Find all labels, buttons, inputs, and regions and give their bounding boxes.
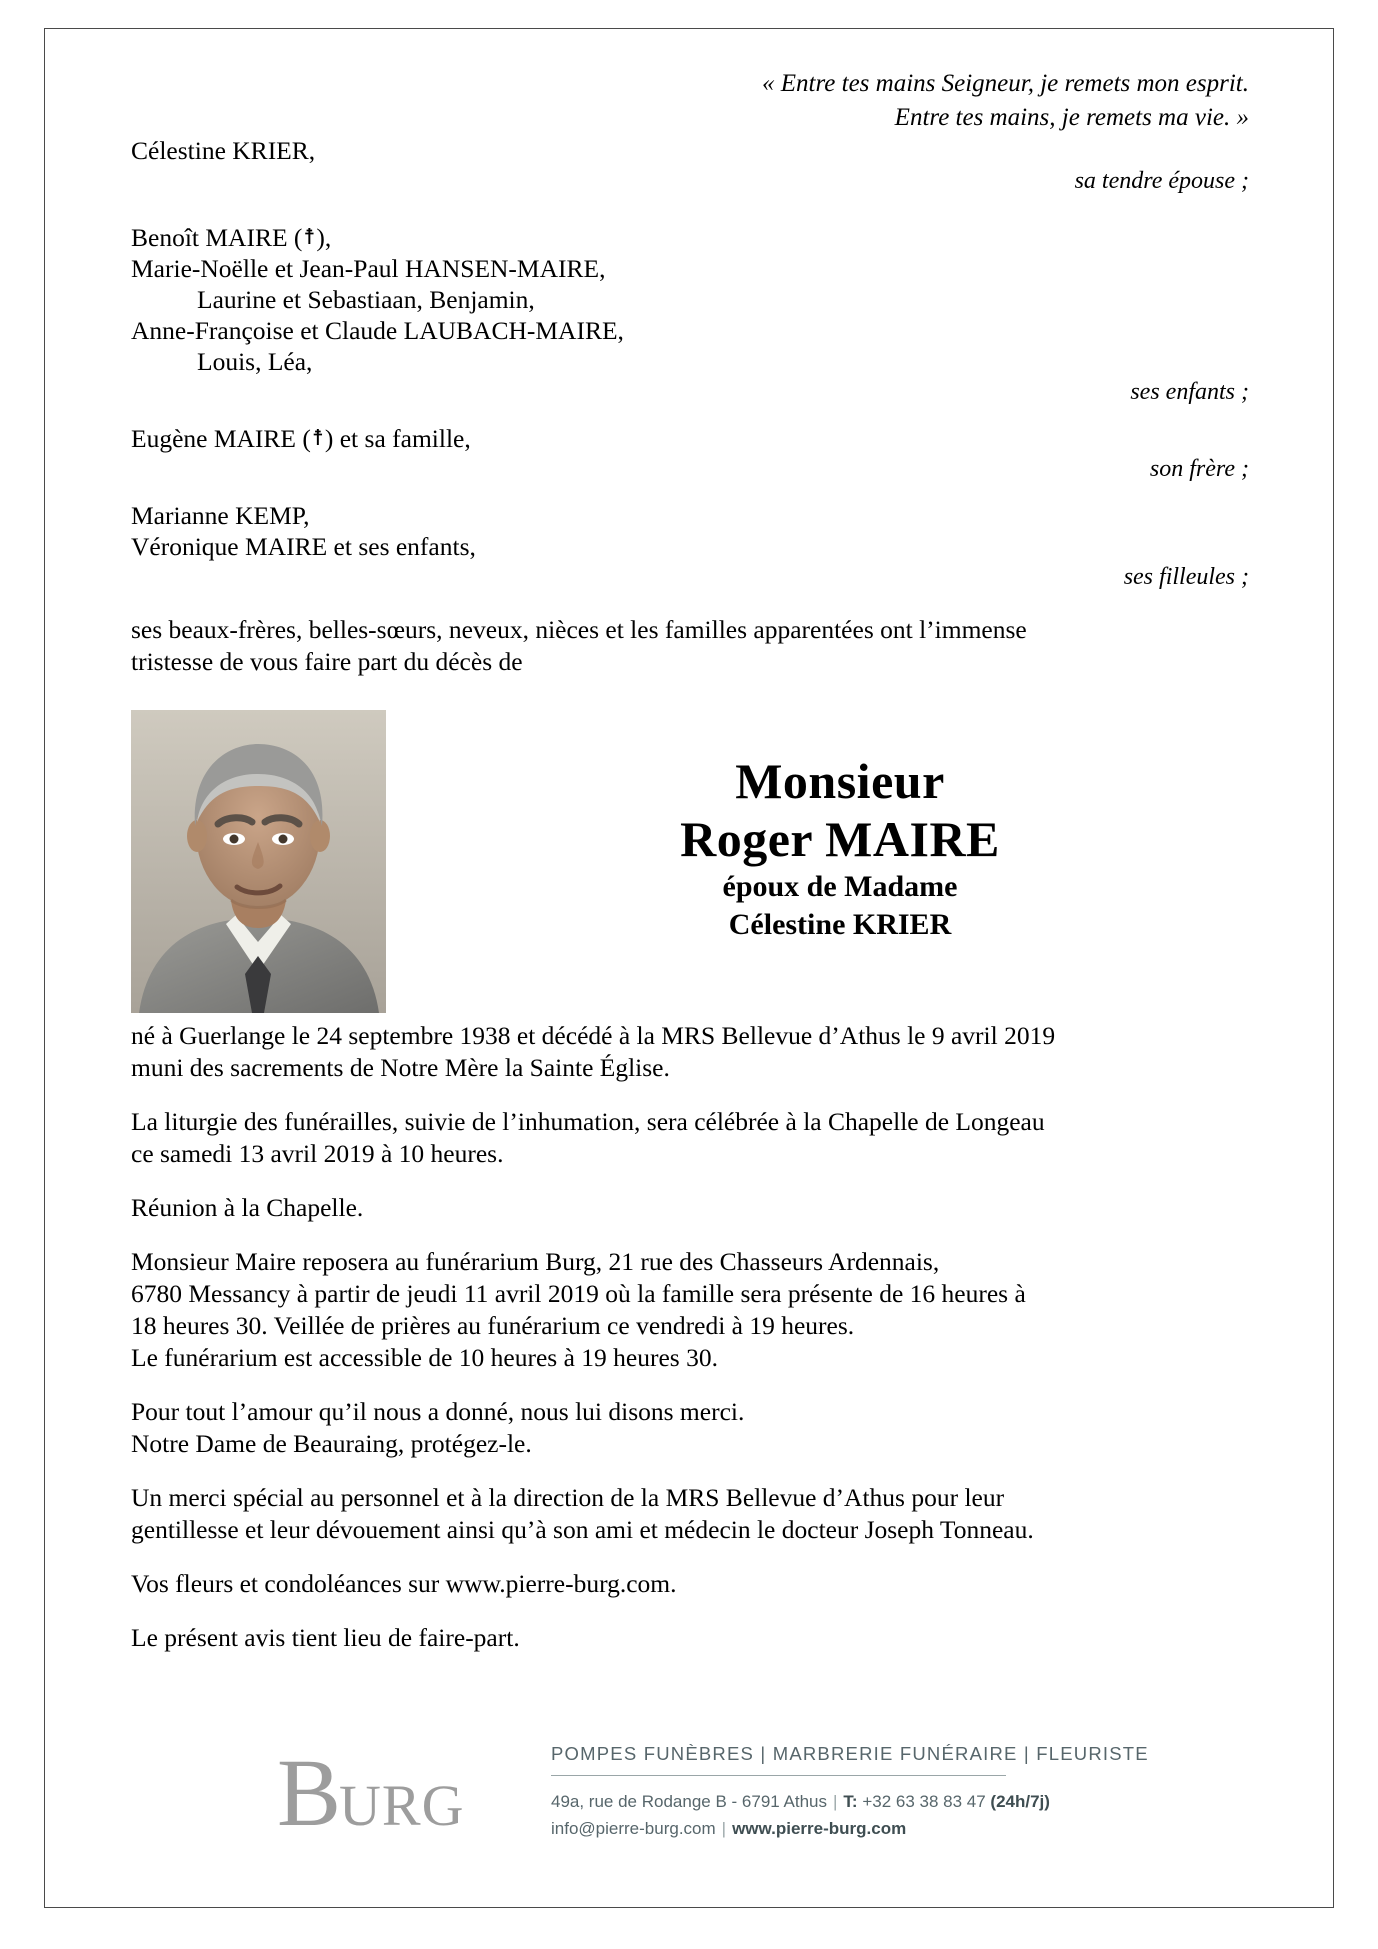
notice-disclaimer: Le présent avis tient lieu de faire-part.: [131, 1623, 520, 1652]
brother-name: [131, 423, 1249, 454]
child-name-1: [131, 222, 1249, 253]
footer-contact-line-2: [551, 1815, 1191, 1842]
footer-phone-hours: (24h/7j): [990, 1792, 1050, 1811]
burg-logo: [277, 1739, 507, 1855]
child-name-1-text: Benoît MAIRE (: [131, 223, 303, 252]
scripture-quote: [131, 67, 1249, 135]
brother-role: son frère ;: [1149, 456, 1249, 482]
spouse-role: sa tendre épouse ;: [1074, 168, 1249, 194]
cross-icon: ☨: [303, 224, 316, 249]
thanks-paragraph: [131, 1396, 1249, 1460]
footer-email[interactable]: info@pierre-burg.com: [551, 1819, 716, 1838]
portrait-photo: [131, 710, 386, 1013]
special-thanks-paragraph: [131, 1482, 1249, 1546]
birth-death-line-1: né à Guerlange le 24 septembre 1938 et décédé à la MRS Bellevue d’Athus le 9 avril 2019: [131, 1021, 1056, 1050]
funeral-line-2: ce samedi 13 avril 2019 à 10 heures.: [131, 1139, 504, 1168]
footer-phone-label: T:: [843, 1792, 858, 1811]
burg-logo-initial: B: [277, 1739, 340, 1846]
special-thanks-line-1: Un merci spécial au personnel et à la direction de la MRS Bellevue d’Athus pour leur: [131, 1483, 1005, 1512]
spouse-name: Célestine KRIER,: [131, 136, 316, 165]
memorial-card: [44, 28, 1334, 1908]
birth-death-line-2: muni des sacrements de Notre Mère la Sainte Église.: [131, 1053, 670, 1082]
footer-services: POMPES FUNÈBRES | MARBRERIE FUNÉRAIRE | FLEURISTE: [551, 1743, 1149, 1764]
goddaughters-role: ses filleules ;: [1123, 564, 1249, 590]
footer-contact-line-1: [551, 1788, 1191, 1815]
birth-death-paragraph: [131, 1020, 1249, 1084]
footer-phone: +32 63 38 83 47: [862, 1792, 986, 1811]
grandchildren-1: Laurine et Sebastiaan, Benjamin,: [197, 285, 535, 314]
announcement-intro-line-2: tristesse de vous faire part du décès de: [131, 647, 523, 676]
burg-logo-text: URG: [339, 1773, 465, 1838]
quote-line-2: Entre tes mains, je remets ma vie. »: [894, 104, 1249, 131]
family-list: [131, 135, 1249, 592]
funeral-line-1: La liturgie des funérailles, suivie de l’inhumation, sera célébrée à la Chapelle de Longeau: [131, 1107, 1045, 1136]
footer-details: [551, 1743, 1191, 1842]
funeral-paragraph: [131, 1106, 1249, 1170]
footer-divider: [551, 1775, 1006, 1776]
goddaughter-name-2: Véronique MAIRE et ses enfants,: [131, 532, 476, 561]
deceased-name: Roger MAIRE: [680, 811, 1000, 867]
funerarium-paragraph: [131, 1246, 1249, 1374]
announcement-intro-line-1: ses beaux-frères, belles-sœurs, neveux, nièces et les familles apparentées ont l’immense: [131, 615, 1027, 644]
special-thanks-line-2: gentillesse et leur dévouement ainsi qu’à son ami et médecin le docteur Joseph Tonneau.: [131, 1515, 1034, 1544]
footer-address: 49a, rue de Rodange B - 6791 Athus: [551, 1792, 827, 1811]
deceased-spouse-label: époux de Madame: [722, 870, 958, 903]
goddaughter-name-1: Marianne KEMP,: [131, 501, 310, 530]
child-name-2: Marie-Noëlle et Jean-Paul HANSEN-MAIRE,: [131, 254, 606, 283]
footer-separator: |: [832, 1792, 838, 1811]
footer-website[interactable]: www.pierre-burg.com: [732, 1819, 907, 1838]
funerarium-line-4: Le funérarium est accessible de 10 heures à 19 heures 30.: [131, 1343, 718, 1372]
card-content: [131, 59, 1249, 1676]
deceased-spouse-name: Célestine KRIER: [728, 908, 952, 941]
funerarium-line-1: Monsieur Maire reposera au funérarium Burg, 21 rue des Chasseurs Ardennais,: [131, 1247, 940, 1276]
grandchildren-2: Louis, Léa,: [197, 347, 313, 376]
child-name-3: Anne-Françoise et Claude LAUBACH-MAIRE,: [131, 316, 624, 345]
deceased-title: Monsieur: [735, 753, 945, 809]
quote-line-1: « Entre tes mains Seigneur, je remets mon esprit.: [762, 70, 1249, 97]
notice-body: [131, 1020, 1249, 1654]
child-name-1-suffix: ),: [316, 223, 332, 252]
funerarium-line-2: 6780 Messancy à partir de jeudi 11 avril 2019 où la famille sera présente de 16 heures à: [131, 1279, 1026, 1308]
gathering-paragraph: Réunion à la Chapelle.: [131, 1193, 364, 1222]
footer-separator-2: |: [721, 1819, 727, 1838]
brother-name-suffix: ) et sa famille,: [324, 424, 471, 453]
announcement-intro: [131, 614, 1249, 678]
cross-icon: ☨: [311, 425, 324, 450]
funeral-home-footer: [131, 1735, 1249, 1865]
deceased-name-block: [431, 752, 1249, 944]
funerarium-line-3: 18 heures 30. Veillée de prières au funérarium ce vendredi à 19 heures.: [131, 1311, 855, 1340]
portrait-and-name: [131, 710, 1249, 1020]
children-role: ses enfants ;: [1130, 379, 1249, 405]
thanks-line-1: Pour tout l’amour qu’il nous a donné, nous lui disons merci.: [131, 1397, 745, 1426]
brother-name-prefix: Eugène MAIRE (: [131, 424, 311, 453]
condolences-paragraph: Vos fleurs et condoléances sur www.pierre-burg.com.: [131, 1569, 677, 1598]
thanks-line-2: Notre Dame de Beauraing, protégez-le.: [131, 1429, 532, 1458]
